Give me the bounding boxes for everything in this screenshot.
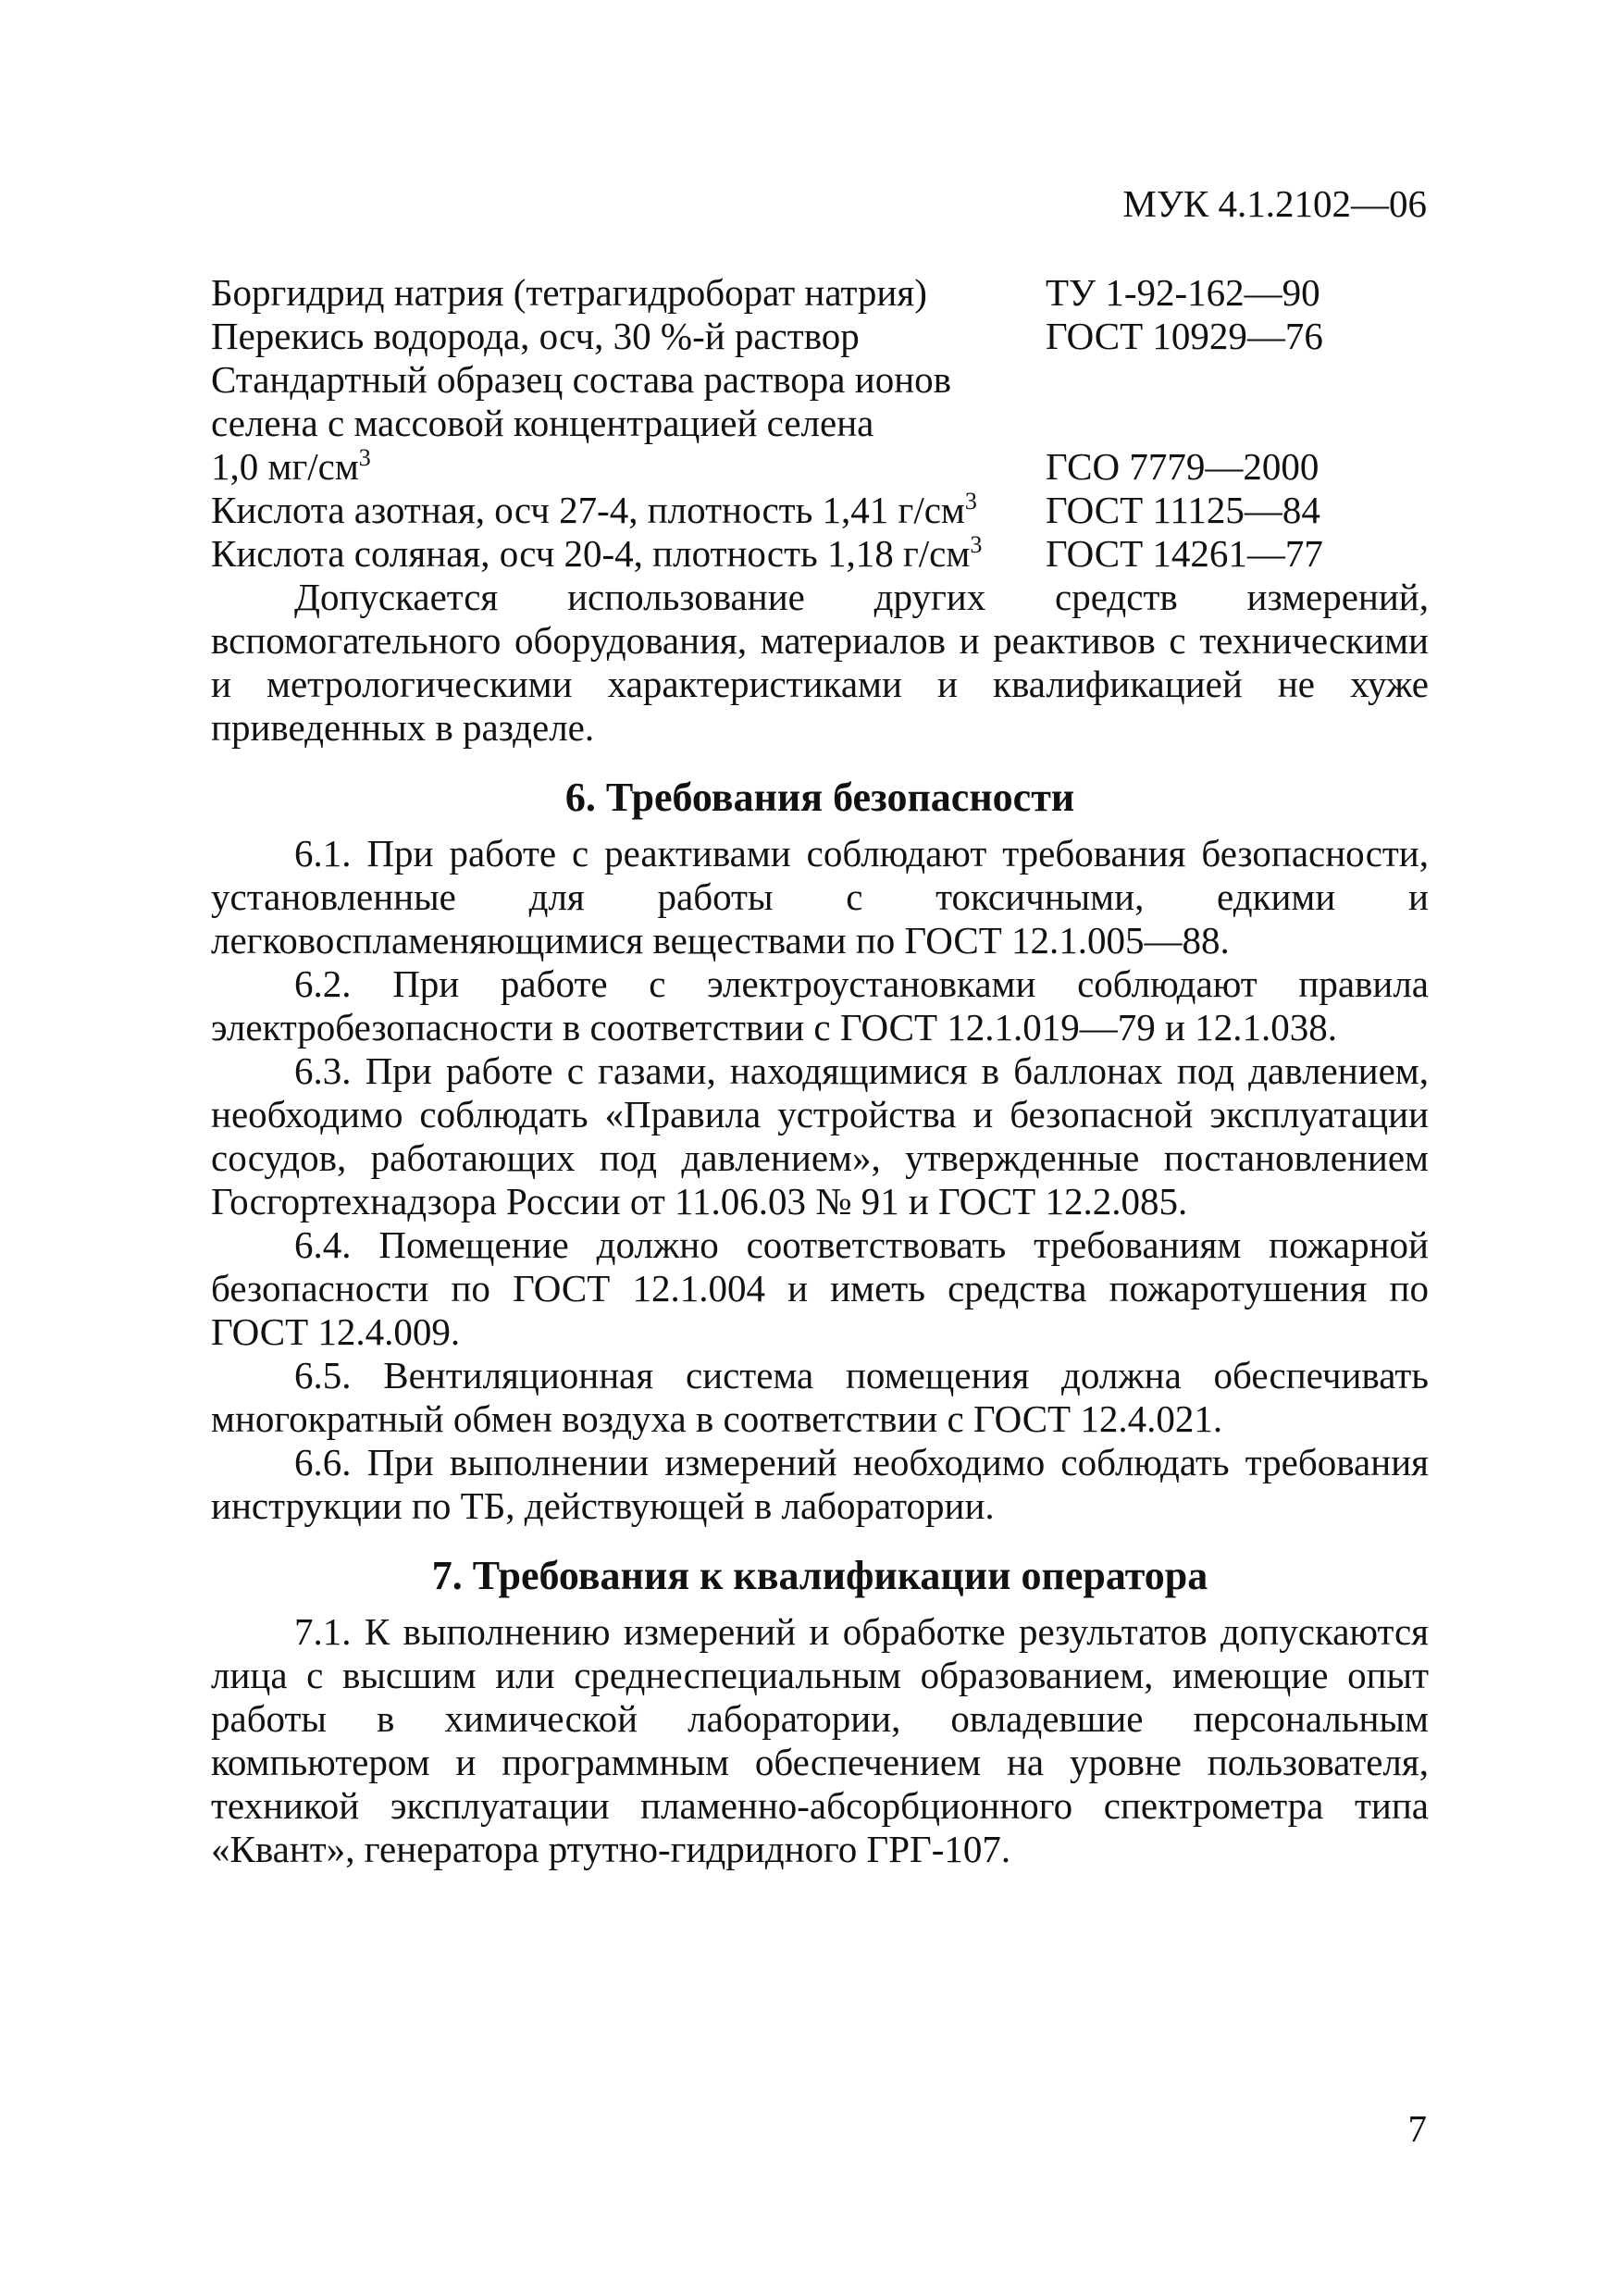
paragraph-6-3: 6.3. При работе с газами, находящимися в баллонах под давлением, необходимо соблюдать «Правила устройства и безопасной эксплуатации сосудов, работающих под давлением», утвержденные постановлением Госгортехнадзора России от 11.06.03 № 91 и ГОСТ 12.2.085. [211,1049,1429,1222]
page-content [211,271,1429,1871]
reagent-row [211,402,1429,445]
reagent-row [211,358,1429,402]
section-7-heading: 7. Требования к квалификации оператора [431,1553,1208,1598]
paragraph-6-2: 6.2. При работе с электроустановками соблюдают правила электробезопасности в соответствии с ГОСТ 12.1.019—79 и 12.1.038. [211,962,1429,1049]
reagent-standard: ГОСТ 11125—84 [1046,489,1320,531]
paragraph-7-1: 7.1. К выполнению измерений и обработке результатов допускаются лица с высшим или среднеспециальным образованием, имеющие опыт работы в химической лаборатории, овладевшие персональным компьютером и программным обеспечением на уровне пользователя, техникой эксплуатации пламенно-абсорбционного спектрометра типа «Квант», генератора ртутно-гидридного ГРГ-107. [211,1610,1429,1870]
reagent-row [211,532,1429,576]
reagent-name: Перекись водорода, осч, 30 %-й раствор [211,315,860,357]
reagent-list [211,271,1429,576]
reagent-standard: ГОСТ 14261—77 [1046,532,1323,575]
section-6-heading: 6. Требования безопасности [564,775,1075,820]
reagent-name: 1,0 $мг/см^3$ [211,444,371,488]
reagent-row [211,489,1429,532]
paragraph-6-6: 6.6. При выполнении измерений необходимо соблюдать требования инструкции по ТБ, действующей в лаборатории. [211,1441,1429,1527]
reagent-standard: ГОСТ 10929—76 [1046,315,1323,357]
reagent-name: Стандартный образец состава раствора ионов [211,358,952,401]
reagent-row [211,315,1429,358]
paragraph-6-1: 6.1. При работе с реактивами соблюдают требования безопасности, установленные для работы с токсичными, едкими и легковоспламеняющимися веществами по ГОСТ 12.1.005—88. [211,832,1429,962]
paragraph-6-4: 6.4. Помещение должно соответствовать требованиям пожарной безопасности по ГОСТ 12.1.004 и иметь средства пожаротушения по ГОСТ 12.4.009. [211,1223,1429,1353]
reagent-name: Кислота азотная, осч 27-4, плотность 1,41 $г/см^3$ [211,488,977,531]
intro-paragraph: Допускается использование других средств измерений, вспомогательного оборудования, материалов и реактивов с техническими и метрологическими характеристиками и квалификацией не хуже приведенных в разделе. [211,576,1429,749]
page-number: 7 [1407,2107,1427,2150]
reagent-name: Кислота соляная, осч 20-4, плотность 1,18 $г/см^3$ [211,531,983,575]
reagent-standard: ТУ 1-92-162—90 [1046,271,1320,314]
reagent-row [211,445,1429,489]
reagent-standard: ГСО 7779—2000 [1046,445,1319,488]
paragraph-6-5: 6.5. Вентиляционная система помещения должна обеспечивать многократный обмен воздуха в соответствии с ГОСТ 12.4.021. [211,1354,1429,1440]
document-code: МУК 4.1.2102—06 [1122,182,1427,225]
reagent-name: Боргидрид натрия (тетрагидроборат натрия) [211,271,927,314]
reagent-row [211,271,1429,315]
reagent-name: селена с массовой концентрацией селена [211,402,874,444]
